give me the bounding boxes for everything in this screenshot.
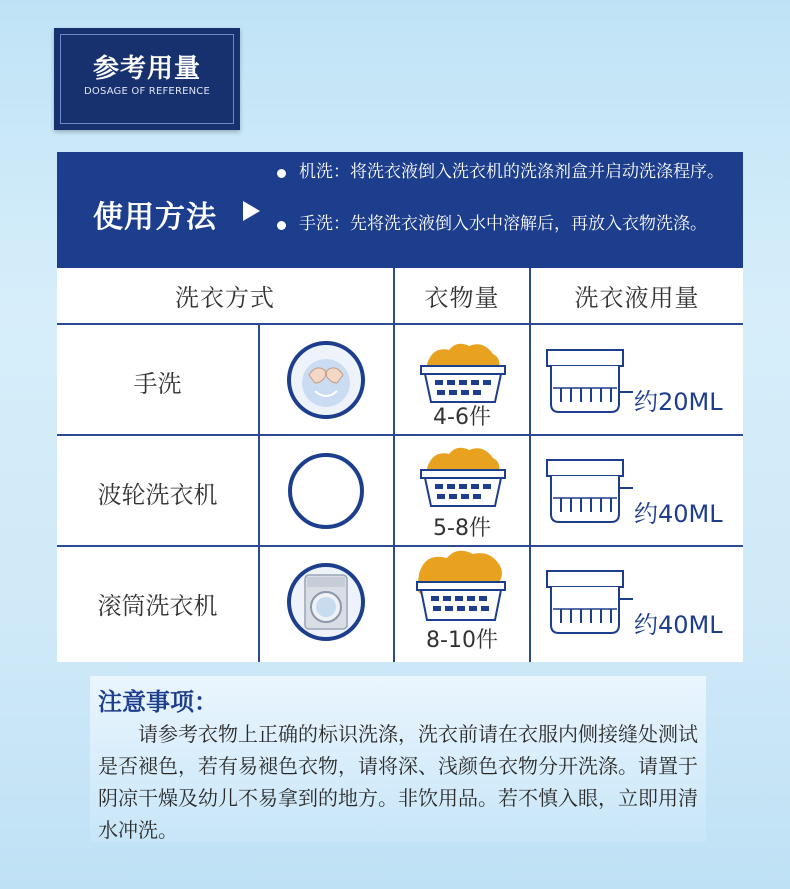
clothes-count: 5-8件 [433, 516, 491, 541]
notes-title: 注意事项： [98, 688, 218, 716]
notes-text: 请参考衣物上正确的标识洗涤，洗衣前请在衣服内侧接缝处测试是否褪色，若有易褪色衣物，请将深、浅颜色衣物分开洗涤。请置于阴凉干燥及幼儿不易拿到的地方。非饮用品。若不慎入眼，立即用清水冲洗。 [98, 722, 698, 842]
laundry-basket-icon [411, 548, 511, 624]
header-count: 衣物量 [424, 284, 500, 312]
hand-wash-icon [285, 339, 367, 421]
table-divider [57, 323, 743, 325]
table-divider [258, 324, 260, 662]
table-divider [57, 545, 743, 547]
method-label: 手洗 [133, 370, 182, 398]
laundry-basket-icon [415, 440, 511, 510]
play-arrow-icon [243, 201, 260, 221]
measuring-cup-icon [545, 458, 635, 528]
usage-item-text: 机洗：将洗衣液倒入洗衣机的洗涤剂盒并启动洗涤程序。 [299, 162, 724, 182]
method-label: 波轮洗衣机 [97, 481, 218, 509]
front-loader-icon [285, 561, 367, 643]
usage-item-text: 手洗：先将洗衣液倒入水中溶解后，再放入衣物洗涤。 [299, 214, 707, 234]
badge-title: 参考用量 [92, 54, 201, 84]
notes-panel [90, 676, 706, 842]
bullet-icon [277, 221, 286, 230]
dosage-badge [54, 28, 240, 130]
top-loader-icon [285, 450, 367, 532]
table-divider [57, 434, 743, 436]
laundry-basket-icon [415, 336, 511, 406]
dosage-amount: 约20ML [634, 388, 723, 416]
measuring-cup-icon [545, 569, 635, 639]
dosage-amount: 约40ML [634, 611, 723, 639]
clothes-count: 4-6件 [433, 405, 491, 430]
measuring-cup-icon [545, 348, 635, 418]
table-divider [393, 268, 395, 662]
usage-item-hand [299, 212, 729, 237]
usage-title: 使用方法 [93, 200, 217, 235]
method-label: 滚筒洗衣机 [97, 592, 218, 620]
table-divider [529, 268, 531, 662]
dosage-amount: 约40ML [634, 500, 723, 528]
header-amount: 洗衣液用量 [574, 284, 700, 312]
bullet-icon [277, 169, 286, 178]
usage-panel [57, 152, 743, 268]
dosage-table [57, 268, 743, 662]
usage-item-machine [299, 160, 729, 185]
badge-subtitle: DOSAGE OF REFERENCE [83, 86, 210, 97]
clothes-count: 8-10件 [426, 628, 498, 653]
header-method: 洗衣方式 [175, 284, 275, 312]
